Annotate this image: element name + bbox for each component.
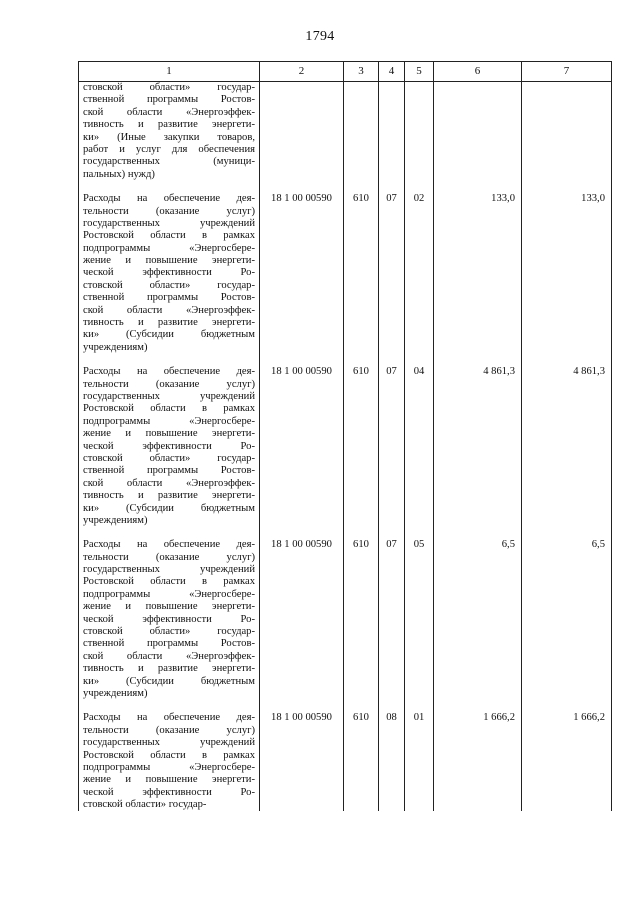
- table-row: [79, 700, 612, 811]
- table-header-row: [79, 62, 612, 82]
- description-line: стовской области» государ-: [83, 799, 207, 811]
- row-subsection: 04: [405, 354, 434, 527]
- row-amount-1: [434, 82, 522, 182]
- description-line: государственных (муници-: [83, 156, 255, 168]
- row-amount-2: 1 666,2: [522, 700, 612, 811]
- row-expense-type: 610: [344, 527, 379, 700]
- description-line: государственных учреждений: [83, 737, 255, 749]
- column-header: 6: [434, 62, 522, 82]
- description-line: ственной программы Ростов-: [83, 94, 255, 106]
- row-subsection: [405, 82, 434, 182]
- description-line: тельности (оказание услуг): [83, 205, 255, 217]
- table-row: [79, 82, 612, 182]
- description-line: ской области «Энергоэффек-: [83, 477, 255, 489]
- row-target-code: 18 1 00 00590: [260, 181, 344, 354]
- description-line: ственной программы Ростов-: [83, 292, 255, 304]
- table-row: [79, 181, 612, 354]
- description-line: пальных) нужд): [83, 168, 155, 180]
- description-line: стовской области» государ-: [83, 82, 255, 93]
- description-line: подпрограммы «Энергосбере-: [83, 415, 255, 427]
- description-line: тивность и развитие энергети-: [83, 317, 255, 329]
- description-line: государственных учреждений: [83, 564, 255, 576]
- description-line: подпрограммы «Энергосбере-: [83, 242, 255, 254]
- row-section: [379, 82, 405, 182]
- description-line: учреждениям): [83, 514, 148, 526]
- description-line: ческой эффективности Ро-: [83, 267, 255, 279]
- column-header: 2: [260, 62, 344, 82]
- row-expense-type: 610: [344, 181, 379, 354]
- row-amount-2: [522, 82, 612, 182]
- description-line: ки» (Субсидии бюджетным: [83, 502, 255, 514]
- row-amount-1: 6,5: [434, 527, 522, 700]
- description-line: ческой эффективности Ро-: [83, 786, 255, 798]
- row-subsection: 02: [405, 181, 434, 354]
- row-expense-type: 610: [344, 354, 379, 527]
- description-line: ственной программы Ростов-: [83, 638, 255, 650]
- row-section: 07: [379, 181, 405, 354]
- row-description: [79, 354, 260, 527]
- description-line: стовской области» государ-: [83, 626, 255, 638]
- row-section: 07: [379, 354, 405, 527]
- column-header: 5: [405, 62, 434, 82]
- column-header: 3: [344, 62, 379, 82]
- description-line: учреждениям): [83, 341, 148, 353]
- description-line: ки» (Субсидии бюджетным: [83, 329, 255, 341]
- row-target-code: 18 1 00 00590: [260, 700, 344, 811]
- description-line: работ и услуг для обеспечения: [83, 143, 255, 155]
- description-line: учреждениям): [83, 687, 148, 699]
- description-line: тивность и развитие энергети-: [83, 490, 255, 502]
- description-line: Расходы на обеспечение дея-: [83, 193, 255, 205]
- column-header: 1: [79, 62, 260, 82]
- column-header: 7: [522, 62, 612, 82]
- row-amount-2: 6,5: [522, 527, 612, 700]
- description-line: ческой эффективности Ро-: [83, 440, 255, 452]
- description-line: ки» (Субсидии бюджетным: [83, 675, 255, 687]
- description-line: тивность и развитие энергети-: [83, 119, 255, 131]
- description-line: тельности (оказание услуг): [83, 551, 255, 563]
- row-section: 07: [379, 527, 405, 700]
- description-line: ской области «Энергоэффек-: [83, 304, 255, 316]
- row-amount-2: 133,0: [522, 181, 612, 354]
- row-amount-2: 4 861,3: [522, 354, 612, 527]
- row-description: [79, 527, 260, 700]
- table-body: [79, 82, 612, 812]
- row-amount-1: 4 861,3: [434, 354, 522, 527]
- description-line: подпрограммы «Энергосбере-: [83, 588, 255, 600]
- description-line: жение и повышение энергети-: [83, 255, 255, 267]
- description-line: государственных учреждений: [83, 217, 255, 229]
- row-expense-type: [344, 82, 379, 182]
- description-line: стовской области» государ-: [83, 279, 255, 291]
- description-line: тивность и развитие энергети-: [83, 663, 255, 675]
- row-amount-1: 133,0: [434, 181, 522, 354]
- description-line: ки» (Иные закупки товаров,: [83, 131, 255, 143]
- row-expense-type: 610: [344, 700, 379, 811]
- description-line: тельности (оказание услуг): [83, 724, 255, 736]
- description-line: Ростовской области в рамках: [83, 230, 255, 242]
- description-line: ственной программы Ростов-: [83, 465, 255, 477]
- description-line: Ростовской области в рамках: [83, 749, 255, 761]
- description-line: Ростовской области в рамках: [83, 403, 255, 415]
- description-line: Расходы на обеспечение дея-: [83, 366, 255, 378]
- row-target-code: [260, 82, 344, 182]
- row-subsection: 01: [405, 700, 434, 811]
- table-row: [79, 527, 612, 700]
- description-line: подпрограммы «Энергосбере-: [83, 761, 255, 773]
- description-line: ской области «Энергоэффек-: [83, 106, 255, 118]
- row-amount-1: 1 666,2: [434, 700, 522, 811]
- row-description: [79, 181, 260, 354]
- column-header: 4: [379, 62, 405, 82]
- description-line: жение и повышение энергети-: [83, 428, 255, 440]
- row-description: [79, 700, 260, 811]
- row-section: 08: [379, 700, 405, 811]
- row-subsection: 05: [405, 527, 434, 700]
- table-row: [79, 354, 612, 527]
- row-target-code: 18 1 00 00590: [260, 527, 344, 700]
- description-line: стовской области» государ-: [83, 452, 255, 464]
- row-target-code: 18 1 00 00590: [260, 354, 344, 527]
- description-line: Ростовской области в рамках: [83, 576, 255, 588]
- description-line: Расходы на обеспечение дея-: [83, 539, 255, 551]
- description-line: ской области «Энергоэффек-: [83, 650, 255, 662]
- description-line: жение и повышение энергети-: [83, 601, 255, 613]
- description-line: жение и повышение энергети-: [83, 774, 255, 786]
- budget-table: [78, 61, 612, 811]
- description-line: ческой эффективности Ро-: [83, 613, 255, 625]
- row-description: [79, 82, 260, 182]
- page-number: 1794: [305, 29, 335, 44]
- description-line: государственных учреждений: [83, 390, 255, 402]
- description-line: тельности (оказание услуг): [83, 378, 255, 390]
- description-line: Расходы на обеспечение дея-: [83, 712, 255, 724]
